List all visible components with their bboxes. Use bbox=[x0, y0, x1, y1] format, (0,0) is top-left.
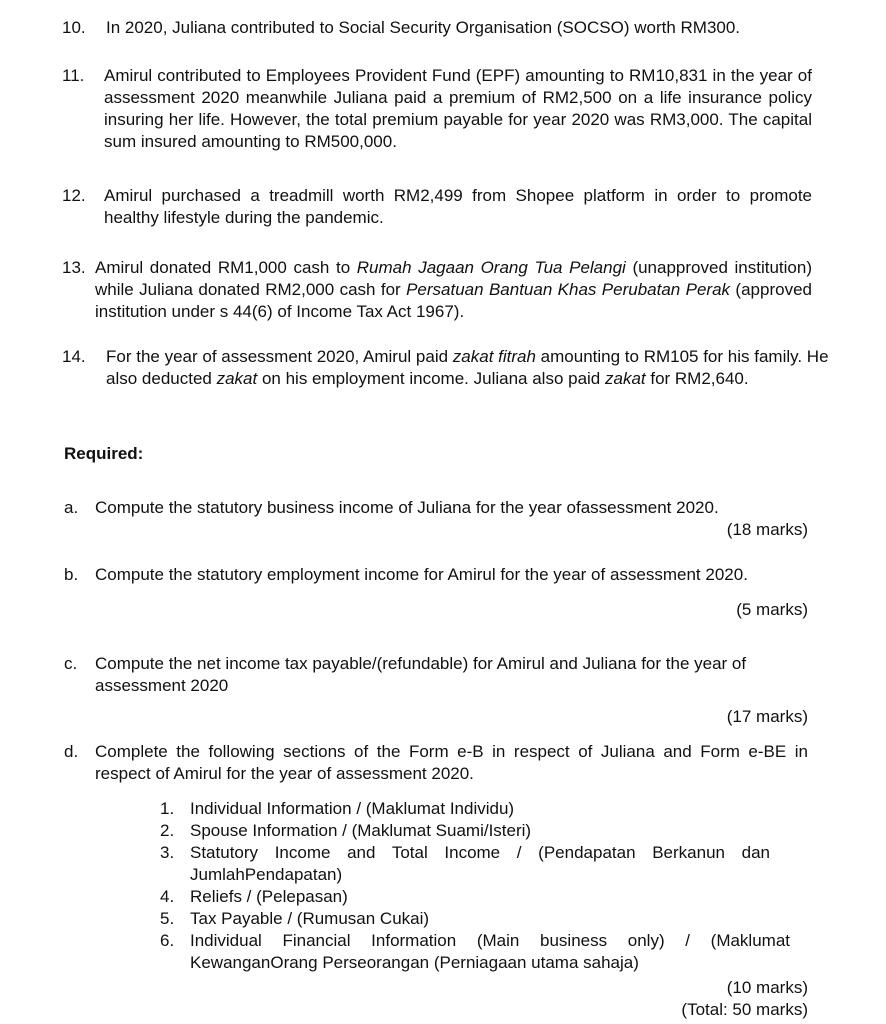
item-text bbox=[106, 346, 832, 390]
list-item-14 bbox=[62, 346, 832, 390]
item-number: 11. bbox=[62, 66, 85, 85]
italic-run: zakat bbox=[216, 369, 258, 388]
text-run: for RM2,640. bbox=[645, 369, 749, 388]
question-c bbox=[64, 653, 808, 728]
list-item bbox=[160, 908, 800, 930]
question-letter: c. bbox=[64, 654, 78, 673]
text-run: (approved institution under s 44(6) of Income Tax Act 1967). bbox=[95, 280, 812, 321]
question-letter: d. bbox=[64, 742, 79, 761]
sub-text: Tax Payable / (Rumusan Cukai) bbox=[190, 909, 430, 928]
sub-text: Reliefs / (Pelepasan) bbox=[190, 887, 348, 906]
sub-number: 5. bbox=[160, 909, 175, 928]
required-heading: Required: bbox=[64, 444, 144, 463]
total-marks: (Total: 50 marks) bbox=[681, 1000, 808, 1019]
list-item bbox=[160, 820, 800, 842]
question-marks: (5 marks) bbox=[736, 600, 808, 619]
final-marks bbox=[64, 977, 808, 1021]
list-item bbox=[160, 886, 800, 908]
item-text: In 2020, Juliana contributed to Social Security Organisation (SOCSO) worth RM300. bbox=[106, 18, 741, 37]
question-marks: (17 marks) bbox=[726, 707, 808, 726]
list-item-11 bbox=[62, 65, 812, 153]
question-text: Compute the statutory business income of Juliana for the year ofassessment 2020. bbox=[95, 498, 719, 517]
list-item bbox=[160, 930, 800, 974]
text-run: For the year of assessment 2020, Amirul paid bbox=[106, 347, 453, 366]
sub-number: 6. bbox=[160, 931, 175, 950]
text-run: amounting to RM105 for his family. He also deducted bbox=[106, 347, 829, 388]
italic-run: zakat bbox=[604, 369, 646, 388]
italic-run: Rumah Jagaan Orang Tua Pelangi bbox=[356, 258, 626, 277]
form-sections-list bbox=[160, 798, 800, 974]
question-a bbox=[64, 497, 808, 541]
sub-number: 4. bbox=[160, 887, 175, 906]
item-number: 13. bbox=[62, 258, 86, 277]
question-text: Compute the statutory employment income for Amirul for the year of assessment 2020. bbox=[95, 565, 748, 584]
sub-number: 2. bbox=[160, 821, 175, 840]
question-text: Complete the following sections of the Form e-B in respect of Juliana and Form e-BE in respect of Amirul for the year of assessment 2020. bbox=[95, 742, 808, 783]
question-d bbox=[64, 741, 808, 785]
sub-text: Spouse Information / (Maklumat Suami/Isteri) bbox=[190, 821, 532, 840]
question-b bbox=[64, 564, 808, 621]
list-item-12 bbox=[62, 185, 812, 229]
sub-text: Individual Information / (Maklumat Individu) bbox=[190, 799, 515, 818]
sub-number: 1. bbox=[160, 799, 175, 818]
question-text: Compute the net income tax payable/(refundable) for Amirul and Juliana for the year of assessment 2020 bbox=[95, 654, 747, 695]
item-text: Amirul contributed to Employees Provident Fund (EPF) amounting to RM10,831 in the year of assessment 2020 meanwhile Juliana paid a premium of RM2,500 on a life insurance policy insuring her life. However, the total premium payable for year 2020 was RM3,000. The capital sum insured amounting to RM500,000. bbox=[104, 66, 812, 151]
item-text: Amirul purchased a treadmill worth RM2,499 from Shopee platform in order to promote healthy lifestyle during the pandemic. bbox=[104, 186, 812, 227]
text-run: (unapproved institution) while Juliana donated RM2,000 cash for bbox=[95, 258, 812, 299]
list-item-10 bbox=[62, 17, 812, 39]
item-text bbox=[95, 257, 812, 323]
sub-text: Individual Financial Information (Main business only) / (Maklumat KewanganOrang Perseorangan (Perniagaan utama sahaja) bbox=[190, 931, 790, 972]
text-run: Amirul donated RM1,000 cash to bbox=[95, 258, 357, 277]
sub-text: Statutory Income and Total Income / (Pendapatan Berkanun dan JumlahPendapatan) bbox=[190, 843, 770, 884]
question-letter: b. bbox=[64, 565, 79, 584]
list-item bbox=[160, 798, 800, 820]
list-item bbox=[160, 842, 800, 886]
italic-run: Persatuan Bantuan Khas Perubatan Perak bbox=[406, 280, 731, 299]
question-letter: a. bbox=[64, 498, 79, 517]
item-number: 10. bbox=[62, 18, 86, 37]
text-run: on his employment income. Juliana also paid bbox=[257, 369, 605, 388]
item-number: 12. bbox=[62, 186, 86, 205]
list-item-13 bbox=[62, 257, 812, 323]
question-marks: (10 marks) bbox=[726, 978, 808, 997]
question-marks: (18 marks) bbox=[726, 520, 808, 539]
item-number: 14. bbox=[62, 347, 86, 366]
italic-run: zakat fitrah bbox=[452, 347, 536, 366]
sub-number: 3. bbox=[160, 843, 175, 862]
